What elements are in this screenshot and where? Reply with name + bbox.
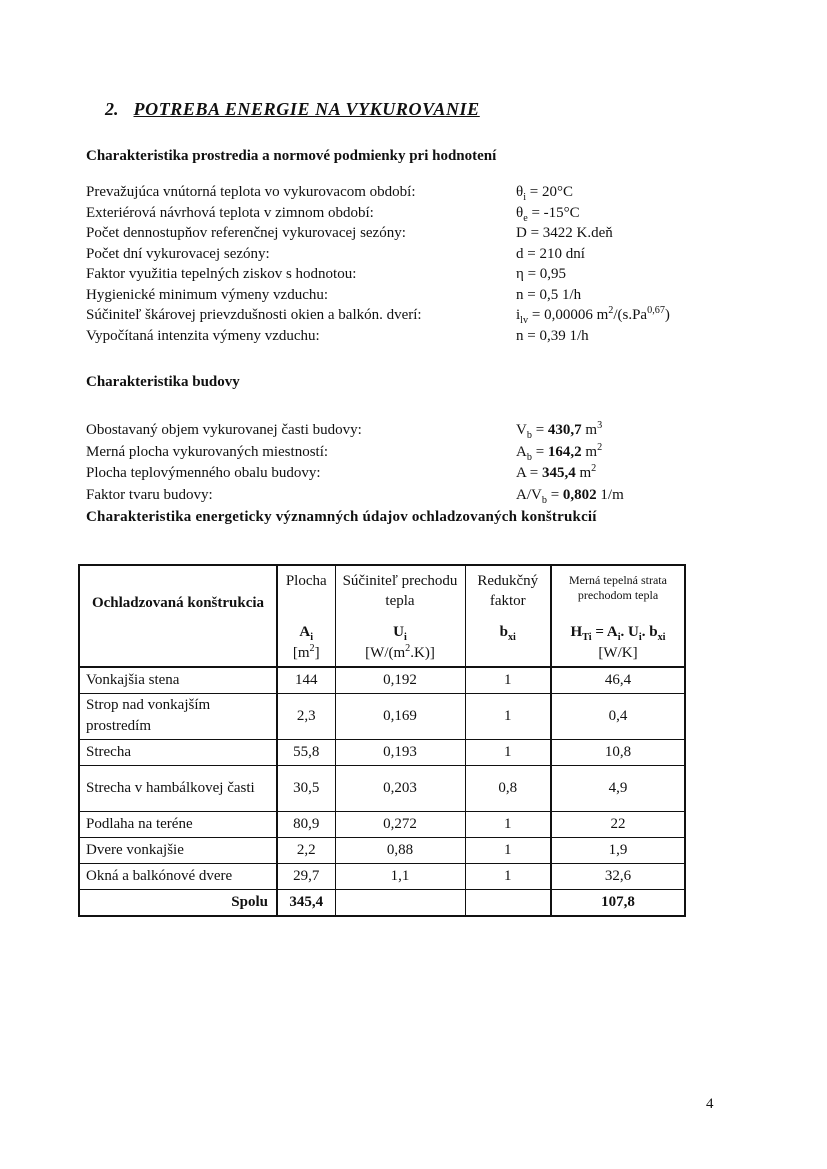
param-label: Počet dní vykurovacej sezóny: (86, 245, 270, 262)
cell-area: 2,3 (277, 693, 335, 739)
cell-b-factor: 1 (465, 693, 551, 739)
param-label: Prevažujúca vnútorná teplota vo vykurovacom období: (86, 184, 416, 200)
cell-area: 29,7 (277, 863, 335, 889)
cell-total-label: Spolu (79, 889, 277, 916)
cell-heat-loss: 32,6 (551, 863, 685, 889)
col-header-u-unit: $[W/(m^2.K)]$ (365, 643, 435, 661)
param-value: D = 3422 K.deň (516, 225, 613, 241)
cell-b-factor: 1 (465, 863, 551, 889)
cell-heat-loss: 0,4 (551, 693, 685, 739)
environment-param-list (86, 184, 746, 348)
col-header-u-symbol: $U_i$ (393, 624, 407, 643)
col-header-h-unit: [W/K] (598, 645, 638, 661)
param-label: Exteriérová návrhová teplota v zimnom období: (86, 204, 374, 221)
table-row (79, 739, 685, 765)
cell-area: 2,2 (277, 837, 335, 863)
table-header-row (79, 565, 685, 667)
param-value: $V_b = 430,7$ $m^3$ (516, 420, 603, 441)
col-header-heat-loss (551, 565, 685, 667)
cell-construction-name: Strop nad vonkajším prostredím (79, 693, 277, 739)
param-row (86, 225, 746, 246)
cell-total-u-value (335, 889, 465, 916)
cell-construction-name: Strecha v hambálkovej časti (79, 765, 277, 811)
param-value: $A/V_b = 0,802$ 1/m (516, 486, 624, 506)
cell-area: 55,8 (277, 739, 335, 765)
col-header-area-label: Plocha (285, 573, 327, 589)
cell-heat-loss: 10,8 (551, 739, 685, 765)
cell-construction-name: Dvere vonkajšie (79, 837, 277, 863)
param-value: A = 345,4 $m^2$ (516, 463, 597, 481)
param-label: Merná plocha vykurovaných miestností: (86, 443, 329, 460)
heading-building: Charakteristika budovy (86, 374, 240, 390)
col-header-h-symbol: $H_{Ti} = A_i$. $U_i$. $b_{xi}$ (570, 624, 666, 643)
param-value: n = 0,5 1/h (516, 286, 582, 303)
heading-constructions: Charakteristika energeticky významných údajov ochladzovaných konštrukcií (86, 509, 597, 525)
param-row (86, 487, 746, 509)
col-header-reduction-factor (465, 565, 551, 667)
col-header-area-symbol: $A_i$ (299, 624, 314, 643)
constructions-table (78, 564, 686, 917)
param-label: Vypočítaná intenzita výmeny vzduchu: (86, 327, 320, 344)
table-row (79, 765, 685, 811)
param-label: Plocha teplovýmenného obalu budovy: (86, 465, 321, 481)
cell-u-value: 0,193 (335, 739, 465, 765)
param-row (86, 328, 746, 349)
cell-area: 30,5 (277, 765, 335, 811)
param-label: Obostavaný objem vykurovanej časti budovy: (86, 422, 362, 438)
cell-heat-loss: 22 (551, 811, 685, 837)
table-row (79, 811, 685, 837)
param-value: $i_{lv} = 0,00006$ $m^2/(s.Pa^{0,67})$ (516, 305, 670, 326)
cell-total-b-factor (465, 889, 551, 916)
page-number: 4 (706, 1096, 714, 1112)
param-value: n = 0,39 1/h (516, 327, 589, 344)
col-header-h-label: Merná tepelná strata prechodom tepla (569, 573, 667, 602)
cell-b-factor: 1 (465, 739, 551, 765)
section-number: 2. (105, 99, 119, 119)
param-value: $A_b = 164,2$ $m^2$ (516, 441, 603, 463)
col-header-b-symbol: $b_{xi}$ (499, 624, 516, 643)
cell-u-value: 0,203 (335, 765, 465, 811)
cell-heat-loss: 1,9 (551, 837, 685, 863)
cell-total-area: 345,4 (277, 889, 335, 916)
cell-construction-name: Podlaha na teréne (79, 811, 277, 837)
param-value: $\theta_e = -15^\circ C$ (516, 204, 580, 224)
param-row (86, 184, 746, 205)
cell-b-factor: 1 (465, 811, 551, 837)
param-row (86, 246, 746, 267)
cell-u-value: 0,192 (335, 667, 465, 693)
cell-construction-name: Vonkajšia stena (79, 667, 277, 693)
cell-area: 80,9 (277, 811, 335, 837)
col-header-construction-label: Ochladzovaná konštrukcia (91, 595, 265, 611)
cell-u-value: 0,272 (335, 811, 465, 837)
cell-area: 144 (277, 667, 335, 693)
table-row (79, 693, 685, 739)
col-header-b-label: Redukčný faktor (477, 573, 539, 609)
col-header-construction (79, 565, 277, 667)
section-title-text: POTREBA ENERGIE NA VYKUROVANIE (133, 99, 480, 119)
col-header-area (277, 565, 335, 667)
cell-heat-loss: 46,4 (551, 667, 685, 693)
table-row (79, 863, 685, 889)
col-header-u-value (335, 565, 465, 667)
cell-construction-name: Strecha (79, 739, 277, 765)
cell-u-value: 0,88 (335, 837, 465, 863)
cell-construction-name: Okná a balkónové dvere (79, 863, 277, 889)
cell-b-factor: 1 (465, 667, 551, 693)
cell-u-value: 1,1 (335, 863, 465, 889)
param-row (86, 307, 746, 328)
col-header-area-unit: $[m^2]$ (292, 643, 320, 661)
param-label: Hygienické minimum výmeny vzduchu: (86, 286, 329, 303)
param-row (86, 205, 746, 226)
param-row (86, 441, 746, 466)
cell-heat-loss: 4,9 (551, 765, 685, 811)
param-label: Faktor tvaru budovy: (86, 486, 213, 503)
table-row (79, 837, 685, 863)
table-total-row (79, 889, 685, 916)
param-row (86, 422, 746, 444)
param-value: η = 0,95 (516, 266, 567, 282)
param-label: Súčiniteľ škárovej prievzdušnosti okien a balkón. dverí: (86, 307, 422, 323)
param-label: Faktor využitia tepelných ziskov s hodnotou: (86, 266, 357, 282)
cell-b-factor: 1 (465, 837, 551, 863)
col-header-u-label: Súčiniteľ prechodu tepla (342, 573, 458, 609)
building-param-list (86, 422, 746, 508)
param-row (86, 287, 746, 308)
cell-b-factor: 0,8 (465, 765, 551, 811)
param-value: d = 210 dní (516, 245, 585, 262)
cell-u-value: 0,169 (335, 693, 465, 739)
param-row (86, 465, 746, 487)
page-title (105, 99, 480, 120)
param-label: Počet dennostupňov referenčnej vykurovacej sezóny: (86, 225, 406, 241)
heading-environment: Charakteristika prostredia a normové podmienky pri hodnotení (86, 148, 497, 164)
param-value: $\theta_i = 20^\circ C$ (516, 184, 573, 203)
param-row (86, 266, 746, 287)
table-row (79, 667, 685, 693)
cell-total-heat-loss: 107,8 (551, 889, 685, 916)
